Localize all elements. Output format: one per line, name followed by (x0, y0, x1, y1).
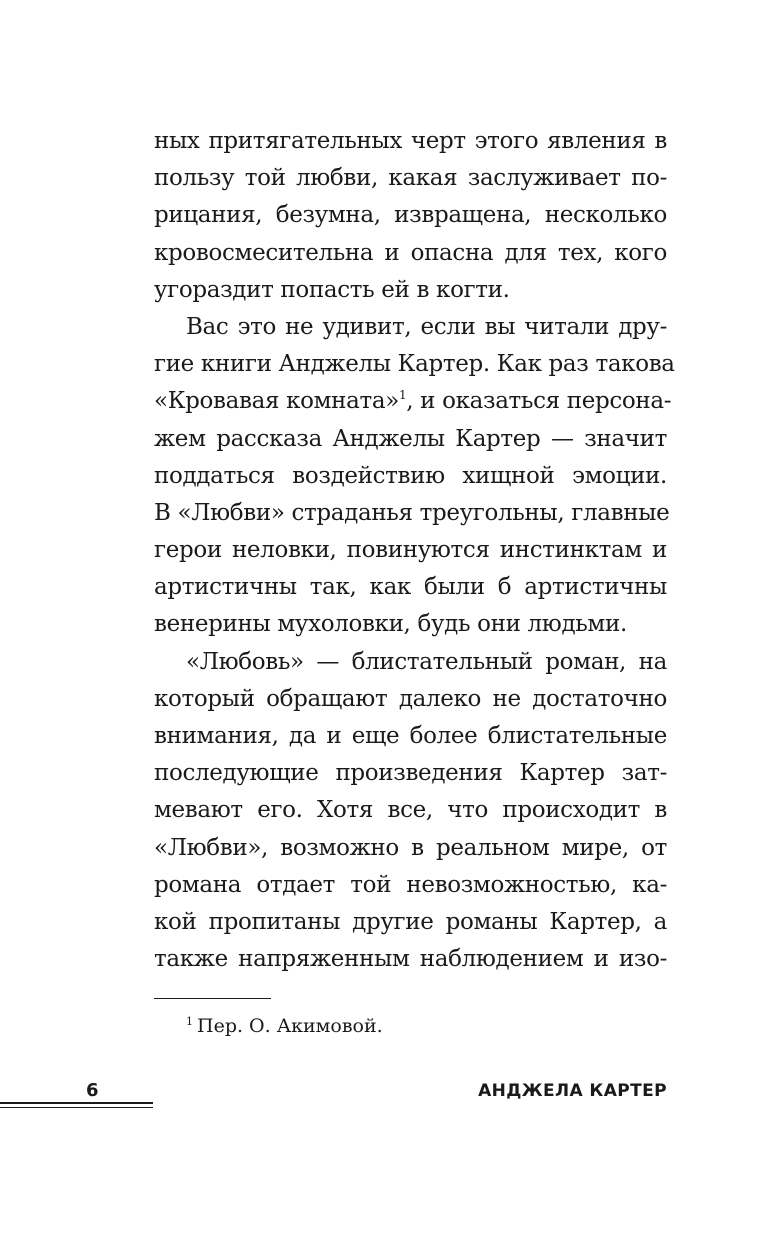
text-line-with-footnote (154, 383, 672, 420)
body-text (154, 123, 675, 978)
text-line: артистичны так, как были б артистичны (154, 574, 667, 601)
running-head: АНДЖЕЛА КАРТЕР (478, 1081, 667, 1101)
footnote (186, 1014, 383, 1038)
text-line: пользу той любви, какая заслуживает по- (154, 165, 667, 192)
footer-rule-thin (0, 1107, 153, 1108)
text-line: внимания, да и еще более блистательные (154, 723, 667, 749)
text-line: кровосмесительна и опасна для тех, кого (154, 239, 667, 266)
page-number: 6 (86, 1080, 99, 1101)
text-line: последующие произведения Картер зат- (154, 760, 667, 787)
text-line: В «Любви» страданья треугольны, главные (154, 499, 670, 526)
text-line: герои неловки, повинуются инстинктам и (154, 537, 667, 564)
text-line: который обращают далеко не достаточно (154, 685, 667, 712)
footnote-reference: 1 (398, 388, 407, 403)
text-line: «Любовь» — блистательный роман, на (186, 648, 667, 675)
footnote-mark: 1 (186, 1015, 193, 1028)
text-line: рицания, безумна, извращена, несколько (154, 202, 667, 229)
text-segment: , и оказаться персона- (406, 388, 672, 415)
text-line: романа отдает той невозможностью, ка- (154, 871, 667, 898)
text-line: гие книги Анджелы Картер. Как раз такова (154, 351, 675, 378)
footnote-divider (154, 998, 271, 999)
text-line: мевают его. Хотя все, что происходит в (154, 797, 667, 824)
text-line: также напряженным наблюдением и изо- (154, 946, 667, 973)
text-line: венерины мухоловки, будь они людьми. (154, 611, 627, 638)
text-line: кой пропитаны другие романы Картер, а (154, 908, 667, 935)
text-line: поддаться воздействию хищной эмоции. (154, 462, 667, 489)
text-line: жем рассказа Анджелы Картер — значит (154, 425, 667, 452)
footer-rule (0, 1102, 153, 1104)
text-segment: «Кровавая комната» (154, 388, 399, 415)
text-line: угораздит попасть ей в когти. (154, 276, 510, 303)
footnote-text: Пер. О. Акимовой. (197, 1015, 383, 1037)
text-line: Вас это не удивит, если вы читали дру- (186, 313, 667, 340)
text-line: «Любви», возможно в реальном мире, от (154, 834, 667, 861)
text-line: ных притягательных черт этого явления в (154, 128, 667, 154)
